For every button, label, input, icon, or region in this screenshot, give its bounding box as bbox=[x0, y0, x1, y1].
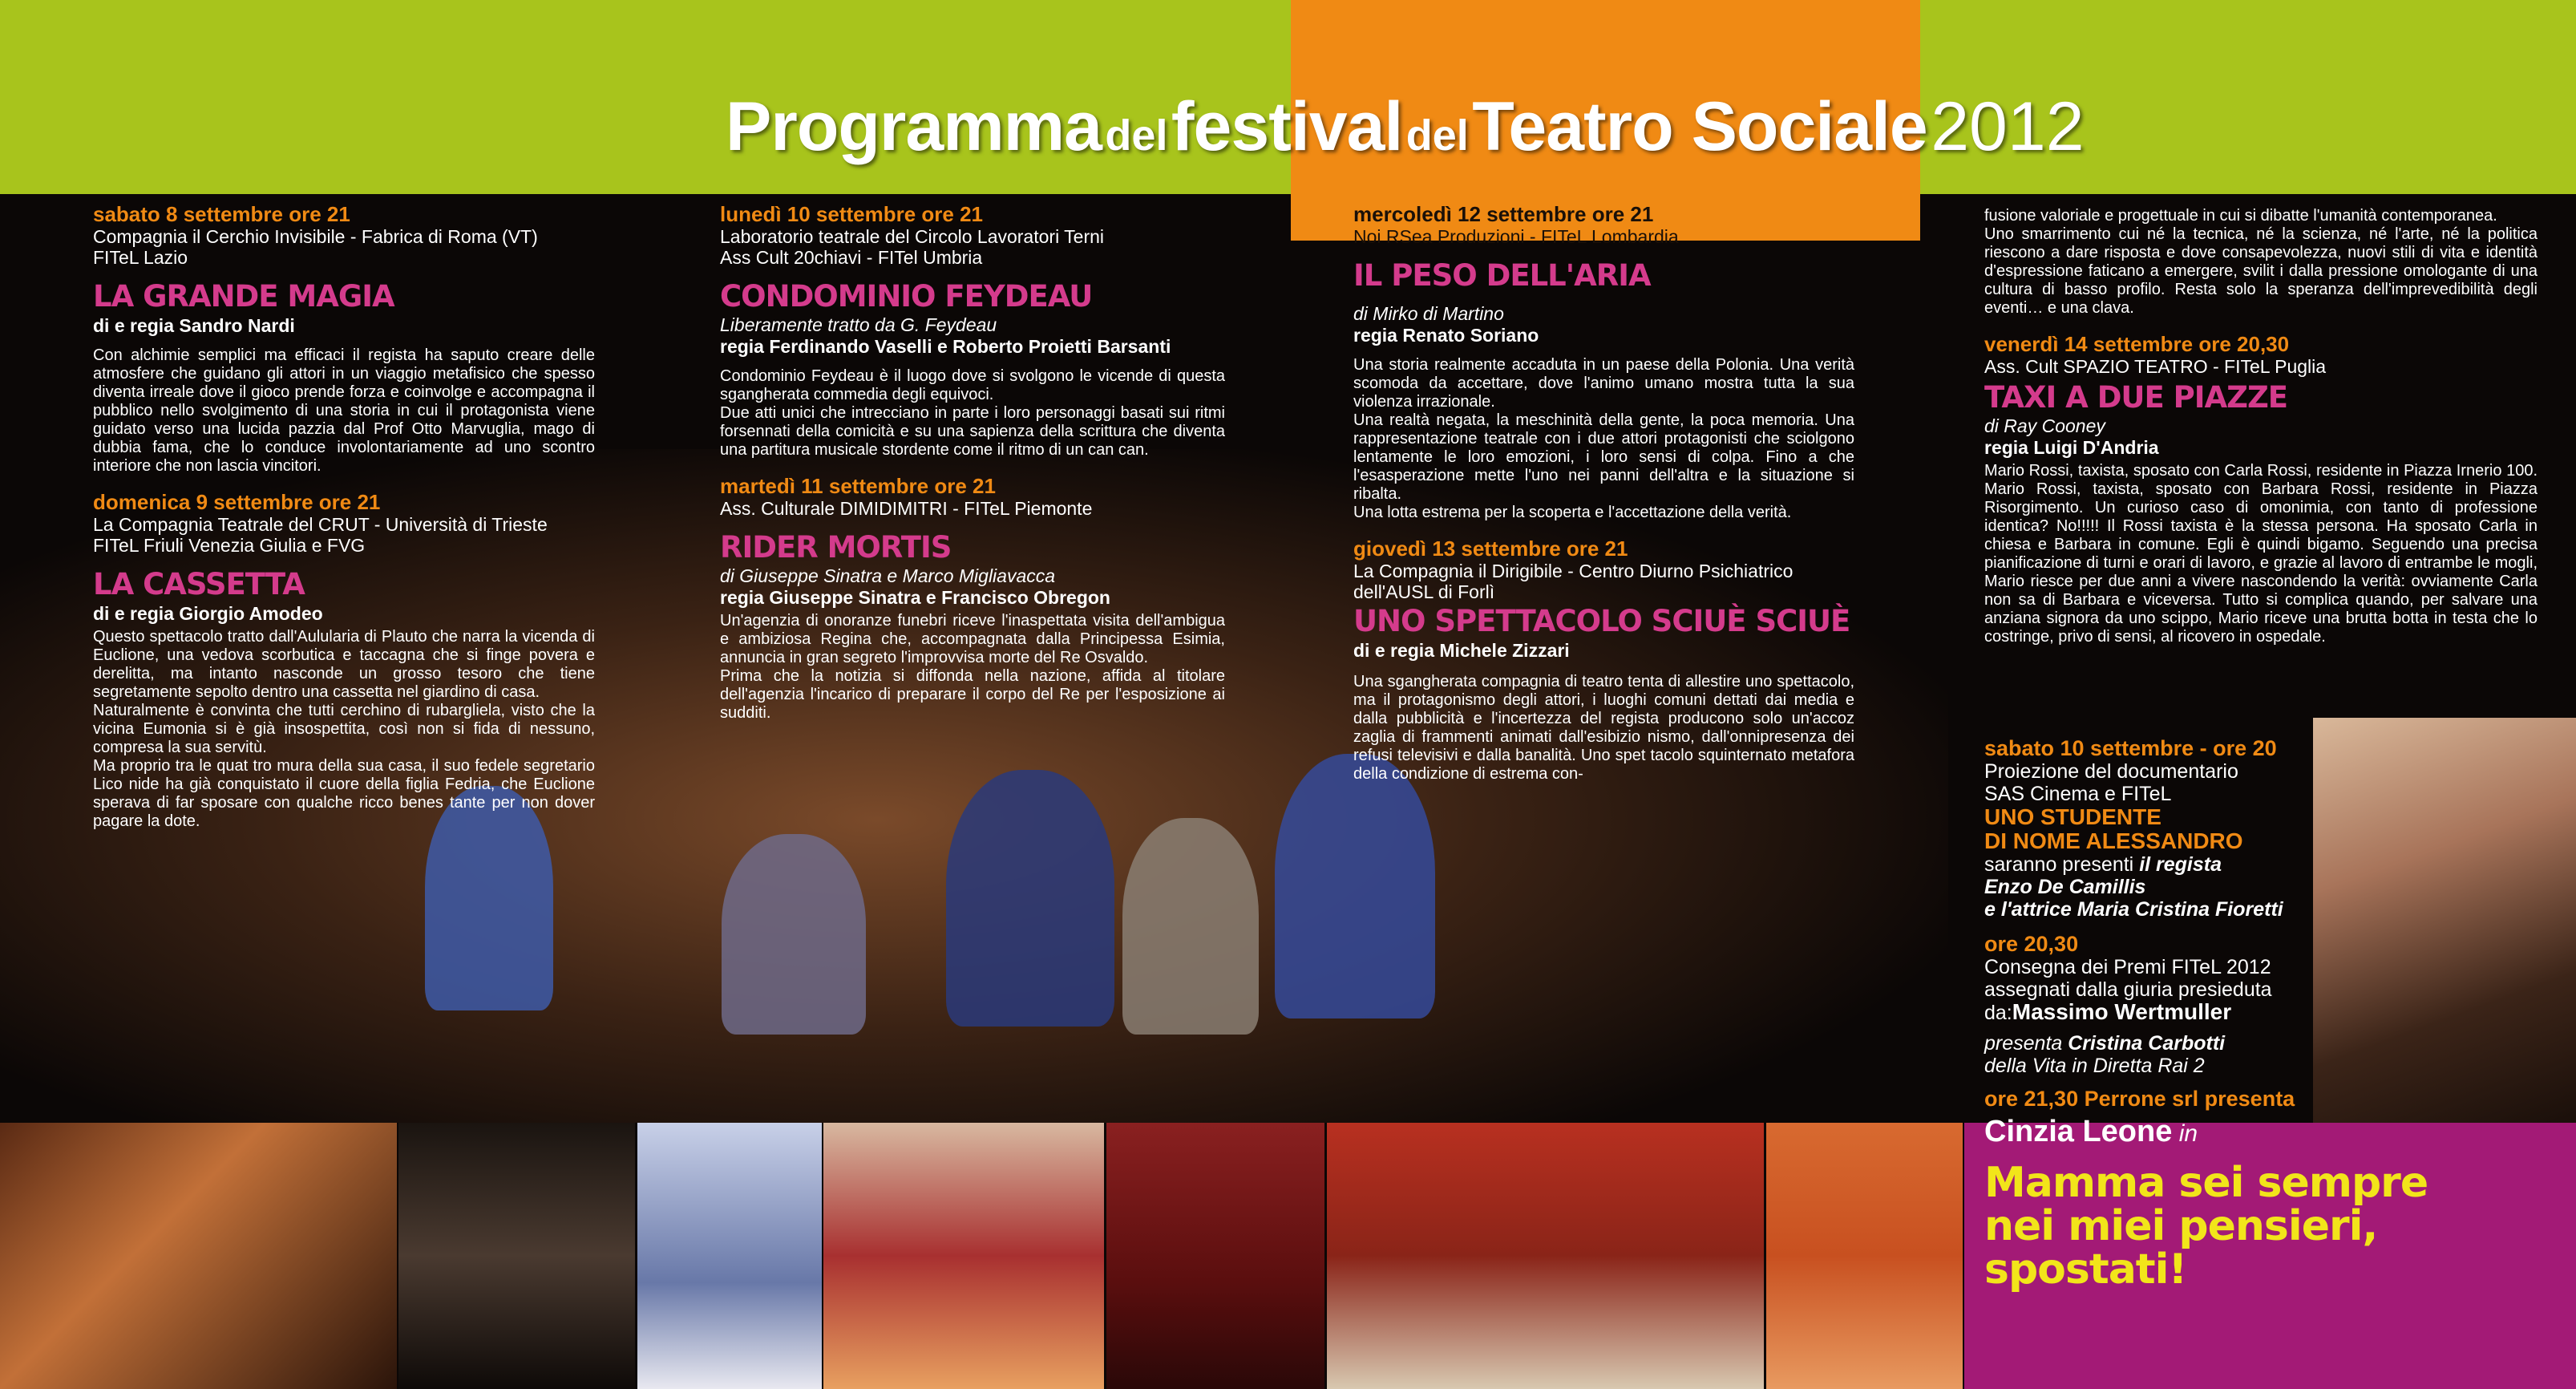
event-company: La Compagnia il Dirigibile - Centro Diurno Psichiatrico dell'AUSL di Forlì bbox=[1353, 561, 1793, 602]
show-description: Con alchimie semplici ma efficaci il regista ha saputo creare delle atmosfere che guidano gli attori in un viaggio metafisico che spesso diventa irreale dove il gioco prende forza e coinvolge e accompagna il pubblico nello svolgimento di una storia in cui il protagonista viene guidato verso una lucida pazzia dal Prof Otto Marvuglia, mago di dubbia fama, che lo conduce involontariamente ad uno scontro interiore che non lascia vincitori. bbox=[93, 346, 595, 475]
star-in: in bbox=[2172, 1120, 2198, 1147]
column-4 bbox=[1984, 207, 2538, 646]
event-company: Compagnia il Cerchio Invisibile - Fabrica di Roma (VT) bbox=[93, 226, 538, 247]
show-regia: regia Renato Soriano bbox=[1353, 325, 1539, 346]
title-year: 2012 bbox=[1931, 88, 2085, 165]
photo-thumbnail bbox=[398, 1123, 635, 1389]
title-word-teatro-sociale: Teatro Sociale bbox=[1472, 88, 1927, 165]
event-fitel: FITeL Lazio bbox=[93, 247, 188, 268]
show-description-continued-2: Uno smarrimento cui né la tecnica, né la scienza, né l'arte, né la politica riescono a dare risposta e dove consapevolezza, nuovi stili di vita e identità d'espressione faticano a emergere, svilit i dalla pressione omologante di una cultura di basso profilo. Resta solo la speranza dell'imprevedibilità degli eventi… e una clava. bbox=[1984, 225, 2538, 317]
event-line-part: il regista bbox=[2139, 853, 2222, 876]
show-description: Questo spettacolo tratto dall'Aulularia di Plauto che narra la vicenda di Euclione, una vedova scorbutica e taccagna che si finge povera e derelitta, ma intanto nasconde un grosso tesoro che tiene segretamente sepolto dentro una cassetta nel giardino di casa. bbox=[93, 628, 595, 701]
title-word-del: del bbox=[1105, 111, 1168, 160]
show-description-2: Prima che la notizia si diffonda nella nazione, affida al titolare dell'agenzia l'incarico di preparare il corpo del Re per l'esposizione ai sudditi. bbox=[720, 667, 1225, 722]
event-company: Noi RSea Produzioni - FITeL Lombardia bbox=[1353, 226, 1679, 247]
show-regia: di e regia Giorgio Amodeo bbox=[93, 603, 323, 624]
show-description: Condominio Feydeau è il luogo dove si svolgono le vicende di questa sgangherata commedia degli equivoci. bbox=[720, 367, 1225, 403]
show-author: di Giuseppe Sinatra e Marco Migliavacca bbox=[720, 565, 1056, 586]
event-line bbox=[1984, 1032, 2313, 1055]
show-description: Mario Rossi, taxista, sposato con Carla Rossi, residente in Piazza Irnerio 100. Mario Rossi, taxista, sposato con Barbara Rossi, residente in Piazza Risorgimento. Un curioso caso di omonimia, con tanto di professione identica? No!!!!! Il Rossi taxista è la stessa persona. Ha sposato Carla in chiesa e Barbara in comune. Egli è quindi bigamo. Seguendo una precisa pianificazione di turni e orari di lavoro, e grazie al lavoro di entrambe le mogli, Mario riesce per due anni a vivere nascondendo la verità: ovviamente Carla non sa di Barbara e viceversa. Tutto si complica quando, per salvare una anziana signora da uno scippo, Mario riceve una brutta botta in testa che lo costringe, privo di sensi, al ricovero in ospedale. bbox=[1984, 462, 2538, 646]
event-fitel: Ass Cult 20chiavi - FITel Umbria bbox=[720, 247, 983, 268]
actress-name: e l'attrice Maria Cristina Fioretti bbox=[1984, 898, 2283, 921]
documentary-title: UNO STUDENTE bbox=[1984, 804, 2161, 829]
photo-thumbnail bbox=[1766, 1123, 1963, 1389]
event-line-part: presenta bbox=[1984, 1032, 2068, 1055]
show-title: UNO SPETTACOLO SCIUÈ SCIUÈ bbox=[1353, 604, 1850, 638]
show-author: Liberamente tratto da G. Feydeau bbox=[720, 314, 997, 335]
show-regia: regia Giuseppe Sinatra e Francisco Obregon bbox=[720, 587, 1110, 608]
star-line bbox=[1984, 1115, 2198, 1149]
photo-thumbnail bbox=[637, 1123, 822, 1389]
show-regia: regia Ferdinando Vaselli e Roberto Proietti Barsanti bbox=[720, 336, 1171, 357]
event-line bbox=[1984, 853, 2313, 876]
host-name: Cristina Carbotti bbox=[2068, 1032, 2226, 1055]
actor-figure bbox=[722, 834, 866, 1035]
show-promo-title bbox=[1984, 1159, 2428, 1294]
portrait-photo bbox=[2313, 718, 2576, 1123]
show-description: Una storia realmente accaduta in un paese della Polonia. Una verità scomoda da accettare, dove l'animo umano mostra tutta la sua violenza irrazionale. bbox=[1353, 356, 1854, 411]
show-title: CONDOMINIO FEYDEAU bbox=[720, 279, 1093, 314]
show-description-continued: fusione valoriale e progettuale in cui si dibatte l'umanità contemporanea. bbox=[1984, 207, 2497, 225]
title-word-del-2: del bbox=[1405, 111, 1469, 160]
event-company: La Compagnia Teatrale del CRUT - Università di Trieste bbox=[93, 514, 548, 535]
column-1 bbox=[93, 202, 595, 831]
photo-thumbnail bbox=[1106, 1123, 1324, 1389]
show-title: IL PESO DELL'ARIA bbox=[1353, 258, 1651, 293]
event-fitel: FITeL Friuli Venezia Giulia e FVG bbox=[93, 535, 366, 556]
show-description-2: Naturalmente è convinta che tutti cerchino di rubargliela, visto che la vicina Eumonia si è già insospettita, così non si fida di nessuno, compresa la sua servitù. bbox=[93, 702, 595, 756]
show-title: TAXI A DUE PIAZZE bbox=[1984, 380, 2288, 415]
event-line: assegnati dalla giuria presieduta bbox=[1984, 978, 2272, 1001]
event-line: SAS Cinema e FITeL bbox=[1984, 783, 2172, 805]
event-date: sabato 8 settembre ore 21 bbox=[93, 202, 350, 226]
page-title bbox=[726, 88, 2085, 165]
event-line: Proiezione del documentario bbox=[1984, 760, 2238, 783]
show-title: RIDER MORTIS bbox=[720, 530, 952, 565]
documentary-title-2: DI NOME ALESSANDRO bbox=[1984, 828, 2243, 853]
event-date: mercoledì 12 settembre ore 21 bbox=[1353, 202, 1654, 226]
event-company: Ass. Cult SPAZIO TEATRO - FITeL Puglia bbox=[1984, 356, 2327, 377]
show-description: Un'agenzia di onoranze funebri riceve l'inaspettata visita dell'ambigua e ambiziosa Regina che, accompagnata dalla Principessa Esimia, annuncia in gran segreto l'improvvisa morte del Re Osvaldo. bbox=[720, 612, 1225, 666]
show-promo-line-3: spostati! bbox=[1984, 1245, 2187, 1294]
show-description-3: Ma proprio tra le quat tro mura della sua casa, il suo fedele segretario Lico nide ha già conquistato il cuore della figlia Fedria, che Euclione sperava di far sposare con qualche ricco benes tante per non dover pagare la dote. bbox=[93, 757, 595, 830]
director-name: Enzo De Camillis bbox=[1984, 876, 2146, 898]
title-word-programma: Programma bbox=[726, 88, 1102, 165]
event-date: lunedì 10 settembre ore 21 bbox=[720, 202, 984, 226]
final-events bbox=[1984, 736, 2313, 1111]
star-name: Cinzia Leone bbox=[1984, 1115, 2173, 1148]
event-line: Consegna dei Premi FITeL 2012 bbox=[1984, 956, 2271, 978]
show-description-2: Una realtà negata, la meschinità della gente, la poca memoria. Una rappresentazione teatrale con i due attori protagonisti che sciolgono lentamente le loro emozioni, i loro sensi di colpa. Fino a che l'esasperazione mette l'uno nei panni dell'altra e la situazione si ribalta. bbox=[1353, 411, 1854, 503]
show-description-3: Una lotta estrema per la scoperta e l'accettazione della verità. bbox=[1353, 504, 1792, 521]
column-3 bbox=[1353, 202, 1854, 784]
show-promo-line-1: Mamma sei sempre bbox=[1984, 1159, 2428, 1207]
event-company: Laboratorio teatrale del Circolo Lavoratori Terni bbox=[720, 226, 1105, 247]
show-title: LA CASSETTA bbox=[93, 567, 305, 601]
event-line-part: saranno presenti bbox=[1984, 853, 2140, 876]
show-author: di Ray Cooney bbox=[1984, 415, 2105, 436]
event-line-part: da: bbox=[1984, 1002, 2012, 1024]
show-regia: di e regia Michele Zizzari bbox=[1353, 640, 1570, 661]
photo-thumbnail bbox=[823, 1123, 1104, 1389]
actor-figure bbox=[946, 770, 1114, 1027]
jury-president: Massimo Wertmuller bbox=[2012, 999, 2232, 1024]
event-date: ore 20,30 bbox=[1984, 932, 2079, 956]
title-word-festival: festival bbox=[1171, 88, 1403, 165]
event-line: della Vita in Diretta Rai 2 bbox=[1984, 1055, 2205, 1077]
event-line bbox=[1984, 1001, 2313, 1024]
event-date: giovedì 13 settembre ore 21 bbox=[1353, 537, 1628, 561]
event-date: martedì 11 settembre ore 21 bbox=[720, 474, 996, 498]
show-description-2: Due atti unici che intrecciano in parte i loro personaggi basati sui ritmi forsennati della comicità e su una sapienza della scrittura che diventa una partitura musicale stordente come il ritmo di un can can. bbox=[720, 404, 1225, 459]
photo-thumbnail bbox=[1327, 1123, 1764, 1389]
event-date: venerdì 14 settembre ore 20,30 bbox=[1984, 332, 2290, 356]
show-title: LA GRANDE MAGIA bbox=[93, 279, 394, 314]
event-company: Ass. Culturale DIMIDIMITRI - FITeL Piemonte bbox=[720, 498, 1093, 519]
event-date: domenica 9 settembre ore 21 bbox=[93, 490, 381, 514]
show-description: Una sgangherata compagnia di teatro tenta di allestire uno spettacolo, ma il protagonismo degli attori, i luoghi comuni dettati dai media e dalla pubblicità e l'incertezza del regista producono solo un'accoz zaglia di frammenti animati dall'esibizio nismo, dall'onnipresenza dei refusi televisivi e dalla banalità. Uno spet tacolo squinternato metafora della condizione di estrema con- bbox=[1353, 673, 1854, 783]
column-2 bbox=[720, 202, 1225, 723]
show-regia: di e regia Sandro Nardi bbox=[93, 315, 295, 336]
event-date: ore 21,30 Perrone srl presenta bbox=[1984, 1087, 2295, 1111]
show-promo-line-2: nei miei pensieri, bbox=[1984, 1202, 2378, 1250]
actor-figure bbox=[1275, 754, 1435, 1018]
event-date: sabato 10 settembre - ore 20 bbox=[1984, 736, 2277, 760]
actor-figure bbox=[1122, 818, 1259, 1035]
show-author: di Mirko di Martino bbox=[1353, 303, 1504, 324]
show-regia: regia Luigi D'Andria bbox=[1984, 437, 2159, 458]
photo-thumbnail bbox=[0, 1123, 397, 1389]
